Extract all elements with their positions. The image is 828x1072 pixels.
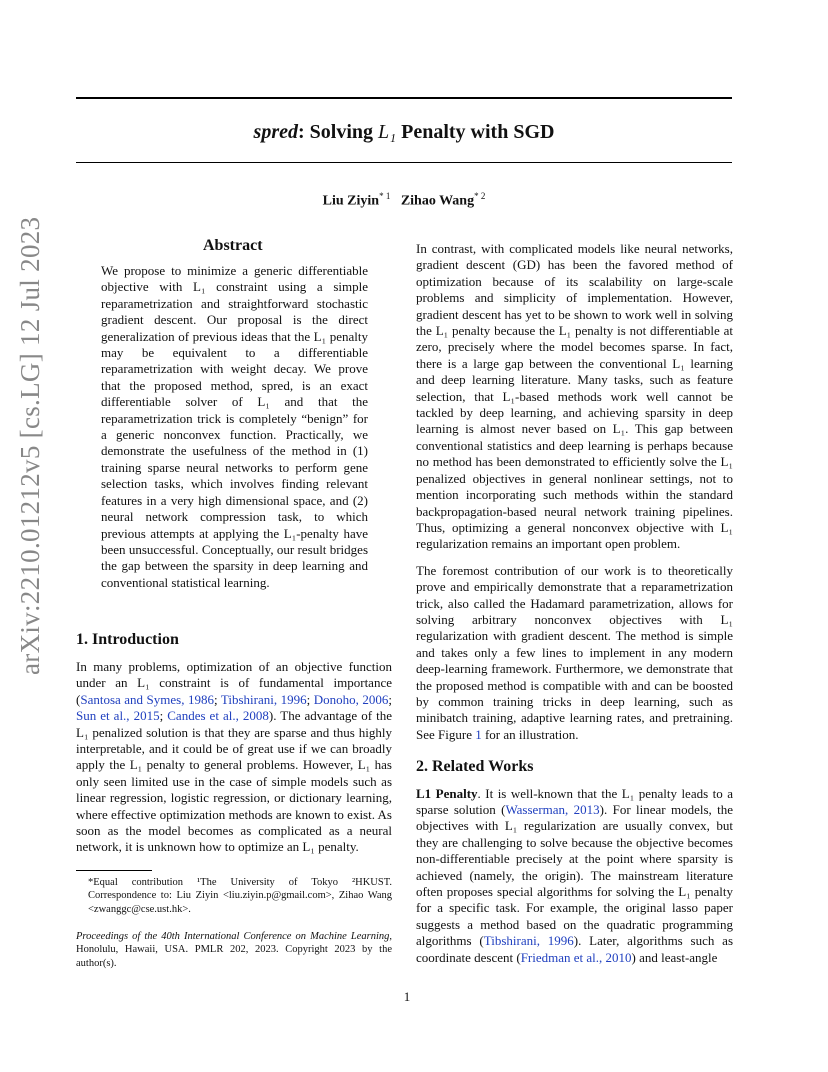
- intro-sep: ;: [306, 691, 314, 707]
- citation-link[interactable]: Wasserman, 2013: [505, 802, 600, 817]
- l1-text-d: ) and least-angle: [631, 949, 718, 965]
- author-1: Liu Ziyin: [322, 193, 380, 209]
- paragraph-lead: L1 Penalty: [416, 785, 478, 801]
- arxiv-stamp: arXiv:2210.01212v5 [cs.LG] 12 Jul 2023: [15, 216, 45, 675]
- proceedings-venue: Proceedings of the 40th International Conference on Machine Learning: [76, 931, 390, 942]
- abstract-heading: Abstract: [203, 237, 263, 254]
- author-2-affil: * 2: [474, 191, 486, 201]
- citation-link[interactable]: Tibshirani, 1996: [220, 691, 307, 707]
- author-list: [76, 191, 732, 210]
- citation-link[interactable]: Tibshirani, 1996: [483, 933, 574, 949]
- figure-ref-link[interactable]: 1: [475, 726, 482, 742]
- citation-link[interactable]: Candes et al., 2008: [167, 708, 269, 724]
- intro-sep: ;: [213, 691, 221, 707]
- citation-link[interactable]: Santosa and Symes, 1986: [80, 691, 214, 707]
- intro-sep: ;: [159, 708, 168, 724]
- footnote: [76, 876, 392, 916]
- contribution-text-b: for an illustration.: [481, 726, 579, 742]
- introduction-paragraph: [76, 659, 392, 856]
- citation-link[interactable]: Donoho, 2006: [313, 691, 389, 707]
- paragraph-contrast: In contrast, with complicated models like neural networks, gradient descent (GD) has been the favored method of optimization because of its scalability on large-scale problems and simplicity of implementation. However, gradient descent has yet to be shown to work well in solving the L₁ penalty because the L₁ penalty is not differentiable at zero, precisely where the model becomes sparse. In fact, there is a large gap between the conventional L₁ learning and deep learning literature. Many tasks, such as feature selection, that L₁-based methods work well cannot be tackled by deep learning, and achieving sparsity in deep learning is almost never based on L₁. This gap between conventional statistics and deep learning is perhaps because no method has been demonstrated to efficiently solve the L₁ penalized objectives in general nonlinear settings, not to mention incorporating such methods within the standard backpropagation-based neural network training pipelines. Thus, optimizing a general nonconvex objective with L₁ regularization remains an important open problem.: [416, 241, 733, 552]
- abstract-text: We propose to minimize a generic differentiable objective with L₁ constraint using a simple reparametrization and straightforward stochastic gradient descent. Our proposal is the direct generalization of previous ideas that the L₁ penalty may be equivalent to a differentiable reparametrization with weight decay. We prove that the proposed method, spred, is an exact differentiable solver of L₁ and that the reparametrization trick is completely “benign” for a generic nonconvex function. Practically, we demonstrate the usefulness of the method in (1) training sparse neural networks to perform gene selection tasks, which involves finding relevant features in a very high dimensional space, and (2) neural network compression task, to which previous attempts at applying the L₁-penalty have been unsuccessful. Conceptually, our result bridges the gap between the sparsity in deep learning and conventional statistical learning.: [101, 263, 368, 590]
- author-2: Zihao Wang: [400, 193, 475, 209]
- title-text: : Solving: [298, 121, 379, 143]
- proceedings-note: [76, 930, 392, 970]
- page-number: 1: [403, 989, 411, 1004]
- citation-link[interactable]: Sun et al., 2015: [76, 708, 160, 724]
- l1-text-c: ). Later, algorithms such as coordinate descent (: [416, 933, 734, 965]
- l1-text-a: . It is well-known that the L₁ penalty leads to a sparse solution (: [416, 785, 733, 817]
- intro-sep: ;: [388, 691, 392, 707]
- paragraph-l1-penalty: [416, 786, 733, 966]
- intro-text-b: ). The advantage of the L₁ penalized solution is that they are sparse and thus highly interpretable, and it could be of great use if we can broadly apply the L₁ penalty to general problems. However, L₁ has only seen limited use in the case of simple models such as linear regression, logistic regression, or dictionary learning, where effective optimization methods are known to exist. As soon as the model becomes as complicated as a neural network, it is unknown how to optimize an L₁ penalty.: [76, 708, 392, 855]
- author-1-affil: * 1: [379, 191, 391, 201]
- paper-title: [76, 121, 732, 144]
- title-math: L₁: [378, 121, 397, 143]
- section-heading-introduction: 1. Introduction: [76, 631, 179, 648]
- title-method-name: spred: [253, 121, 298, 143]
- contribution-text-a: The foremost contribution of our work is to theoretically prove and empirically demonstrate that a reparametrization trick, also called the Hadamard parametrization, allows for solving arbitrary nonconvex objectives with L₁ regularization with gradient descent. The method is simple and takes only a few lines to implement in any modern deep-learning framework. Furthermore, we demonstrate that the proposed method is compatible with and can be boosted by common training tricks in deep learning, such as minibatch training, adaptive learning rates, and pretraining. See Figure: [416, 562, 733, 742]
- right-column: [416, 241, 733, 976]
- footnote-rule: [76, 870, 152, 871]
- l1-text-b: ). For linear models, the objectives with L₁ regularization are usually convex, but they are challenging to solve because the objective becomes non-differentiable precisely at the point where sparsity is achieved (namely, the origin). The mainstream literature often proposes special algorithms for solving the L₁ penalty for a specific task. For example, the original lasso paper suggests a method based on the quadratic programming algorithms (: [416, 802, 734, 949]
- title-suffix: Penalty with SGD: [396, 121, 555, 143]
- section-heading-related-works: 2. Related Works: [416, 758, 534, 776]
- title-bottom-rule: [76, 162, 732, 163]
- proceedings-rest: , Honolulu, Hawaii, USA. PMLR 202, 2023. Copyright 2023 by the author(s).: [76, 931, 392, 969]
- title-top-rule: [76, 97, 732, 99]
- paragraph-contribution: [416, 563, 733, 743]
- footnote-text: *Equal contribution ¹The University of Tokyo ²HKUST. Correspondence to: Liu Ziyin <liu.ziyin.p@gmail.com>, Zihao Wang <zwanggc@cse.ust.hk>.: [88, 877, 392, 915]
- citation-link[interactable]: Friedman et al., 2010: [520, 949, 632, 965]
- intro-text-a: In many problems, optimization of an objective function under an L₁ constraint is of fundamental importance (: [76, 659, 392, 707]
